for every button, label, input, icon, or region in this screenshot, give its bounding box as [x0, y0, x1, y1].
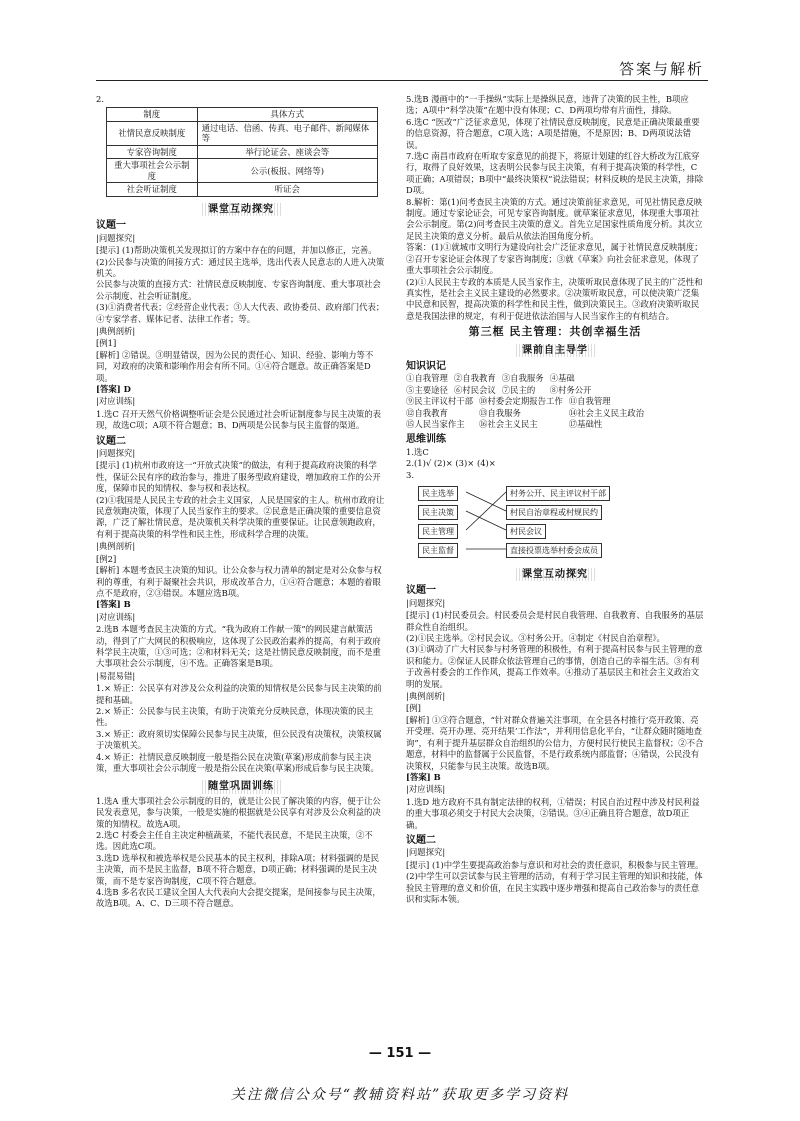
section-banner — [406, 344, 704, 357]
paragraph: [解析] ①③符合题意，“针对群众普遍关注事项，在全县各村推行‘亮开政策、亮开受理、亮开办理、亮开结果’工作法”，并利用信息化平台，“让群众随时随地查询”，有利于提升基层群众自治组织的公信力，方便村民行使民主监督权；②不合题意，材料中的监督属于公民监督，不是行政系统内部监督；④错误，公民没有决策权，只能参与民主决策。故选B项。 — [406, 714, 704, 771]
diagram-right-item: 村务公开、民主评议村干部 — [506, 486, 610, 501]
diagram-left-item: 民主决策 — [418, 505, 458, 520]
paragraph: 6.选C “医改”广泛征求意见，体现了社情民意反映制度，民意是正确决策最重要的信息资源，符合题意，C项入选；A项是措施，不是原因；B、D两项说法错误。 — [406, 116, 700, 150]
page-number: — 151 — — [368, 1046, 432, 1061]
paragraph: (2)中学生可以尝试参与民主管理的活动，有利于学习民主管理的知识和技能，体验民主管理的意义和价值，在民主实践中逐步增强和提高自己政治参与的责任意识和实际本领。 — [406, 871, 703, 904]
table-header: 具体方式 — [197, 108, 377, 122]
section-banner-text: 随堂巩固训练 — [200, 780, 282, 793]
knowledge-item: ⑪自我管理 — [568, 396, 611, 407]
section-banner — [96, 780, 386, 793]
paragraph: 1.选A 重大事项社会公示制度的目的，就是让公民了解决策的内容，便于让公民发表意见，参与决策，一般是实施的根据就是公民享有对涉及公众利益的决策的知情权。故选A项。 — [96, 795, 381, 829]
table-cell: 通过电话、信函、传真、电子邮件、新闻媒体等 — [197, 121, 377, 145]
table-cell: 社情民意反映制度 — [107, 121, 198, 145]
diagram-right-item: 村民自治章程或村规民约 — [506, 505, 602, 520]
paragraph: 2.× 矫正：公民参与民主决策，有助于决策充分反映民意，体现决策的民主性。 — [96, 705, 374, 728]
sub-heading: |问题探究| — [96, 448, 136, 459]
sub-heading: |典例剖析| — [96, 325, 136, 336]
table-cell: 社会听证制度 — [107, 183, 198, 197]
match-line — [466, 511, 506, 530]
sub-heading: |问题探究| — [406, 847, 446, 858]
table-cell: 重大事项社会公示制度 — [107, 159, 198, 183]
knowledge-item: ①自我管理 — [406, 373, 448, 384]
topic-heading: 议题二 — [96, 435, 126, 447]
knowledge-grid — [406, 373, 704, 396]
footer-note: 关注微信公众号“教辅资料站”获取更多学习资料 — [230, 1087, 570, 1103]
knowledge-item: ⑫自我教育 — [406, 407, 448, 418]
paragraph: [提示] (1)中学生要提高政治参与意识和对社会的责任意识，积极参与民主管理。 — [406, 859, 704, 870]
answer: [答案] B — [96, 599, 131, 610]
matching-diagram — [418, 484, 638, 562]
paragraph: 1.选C 召开天然气价格调整听证会是公民通过社会听证制度参与民主决策的表现，故选C项；A项不符合题意；B、D两项是公民参与民主监督的渠道。 — [96, 408, 382, 431]
paragraph: (3)①消费者代表；②经营企业代表；③人大代表、政协委员、政府部门代表；④专家学者、媒体记者、法律工作者；等。 — [96, 302, 385, 324]
knowledge-item: ⑥村民会议 — [453, 384, 496, 395]
paragraph: (2)①我国是人民民主专政的社会主义国家，人民是国家的主人。杭州市政府让民意领跑决策，体现了人民当家作主的要求。②民意是正确决策的重要信息资源，广泛了解社情民意，是决策机关科学决策的重要保证。让民意领跑政府，有利于提高决策的科学性和民主性，形成科学合理的决策。 — [96, 494, 385, 539]
system-table — [106, 107, 378, 197]
topic-heading: 思维训练 — [406, 434, 446, 446]
paragraph: 2.选B 本题考查民主决策的方式。“我为政府工作献一策”的网民建言献策活动，得到了广大网民的积极响应，这体现了公民政治素养的提高，有利于政府科学民主决策，①③可选；②和材料无关；这是社情民意反映制度，而不是重大事项社会公示制度，④不选。正确答案是B项。 — [96, 624, 381, 669]
knowledge-item: ⑯社会主义民主 — [479, 418, 538, 429]
left-column — [96, 94, 386, 910]
sub-heading: |对应训练| — [96, 611, 136, 622]
knowledge-item: ⑤主要途径 — [406, 384, 448, 395]
topic-heading: 知识识记 — [406, 360, 446, 372]
sub-heading: |对应训练| — [96, 396, 136, 407]
sub-heading: |典例剖析| — [406, 691, 446, 702]
paragraph: 7.选C 南昌市政府在听取专家意见的前提下，将原计划建的红谷大桥改为江底穿行，取得了良好效果，这表明公民参与民主决策，有利于提高决策的科学性，C项正确；A项错误；B项中“最终决策权”说法错误；材料反映的是民主决策，排除D项。 — [406, 151, 704, 196]
knowledge-grid — [406, 396, 704, 430]
paragraph: 8.解析：第(1)问考查民主决策的方式。通过决策前征求意见，可见社情民意反映制度。通过专家论证会，可见专家咨询制度。就草案征求意见，体现重大事项社会公示制度。第(2)问考查民主决策的意义。首先立足国家性质角度分析。其次立足民主决策的意义分析。最后从依法治国角度分析。 — [406, 196, 703, 241]
paragraph: (3)①调动了广大村民参与村务管理的积极性，有利于提高村民参与民主管理的意识和能力。②保证人民群众依法管理自己的事情，创造自己的幸福生活。③有利于改善村委会的工作作风，提高工作效率。④推动了基层民主和社会主义政治文明的发展。 — [406, 644, 703, 689]
knowledge-item: ⑧村务公开 — [549, 384, 592, 395]
sub-heading: |易混易错| — [96, 670, 136, 681]
diagram-left-item: 民主选举 — [418, 486, 458, 501]
topic-heading: 议题二 — [406, 834, 436, 846]
knowledge-item: ⑰基础性 — [568, 418, 603, 429]
paragraph: 4.× 矫正：社情民意反映制度一般是指公民在决策(草案)形成前参与民主决策，重大事项社会公示制度一般是指公民在决策(草案)形成后参与民主决策。 — [96, 751, 379, 773]
table-cell: 听证会 — [197, 183, 377, 197]
knowledge-item: ⑮人民当家作主 — [406, 418, 465, 429]
paragraph: (2)①人民民主专政的本质是人民当家作主，决策听取民意体现了民主的广泛性和真实性，是社会主义民主建设的必然要求。②决策听取民意，可以使决策广泛集中民意和民智，提高决策的科学性和民主性，做到决策民主。③政府决策听取民意是我国法律的规定，有利于促进依法治国与人民当家作主的有机结合。 — [406, 276, 703, 321]
section-banner-text: 课前自主导学 — [514, 344, 596, 357]
knowledge-item: ⑬自我服务 — [479, 407, 521, 418]
section-banner — [96, 203, 386, 216]
diagram-left-item: 民主监督 — [418, 543, 458, 558]
knowledge-item: ②自我教育 — [453, 373, 496, 384]
example-label: [例1] — [96, 338, 117, 349]
part-title: 第三框 民主管理：共创幸福生活 — [468, 325, 642, 339]
topic-heading: 议题一 — [96, 220, 126, 232]
paragraph: [解析] 本题考查民主决策的知识。让公众参与权力清单的制定是对公众参与权利的尊重，有利于凝聚社会共识，形成改革合力，①④符合题意；本题的着眼点不是政府，②③错误。本题应选B项。 — [96, 565, 382, 598]
paragraph: 4.选B 多名农民工建议全国人大代表向大会提交提案，是间接参与民主决策，故选B项。A、C、D三项不符合题意。 — [96, 887, 381, 909]
knowledge-item: ⑨民主评议村干部 — [406, 396, 473, 407]
match-line — [466, 492, 506, 530]
paragraph: 2.(1)√ (2)× (3)× (4)× — [406, 458, 496, 469]
header-rule — [96, 80, 708, 81]
right-column — [406, 94, 704, 905]
paragraph: [提示] (1)帮助决策机关发现拟订的方案中存在的问题，并加以修正，完善。 — [96, 245, 377, 256]
paragraph: [解析] ②错误。③明显错误，因为公民的责任心、知识、经验、影响力等不同，对政府的决策和影响作用会有所不同。①④符合题意。故正确答案是D项。 — [96, 349, 374, 383]
answer: [答案] B — [406, 771, 441, 782]
section-banner-text: 课堂互动探究 — [200, 203, 282, 216]
q2-label: 2. — [96, 94, 104, 104]
paragraph: (2)①民主选举。②村民会议。③村务公开。④制定《村民自治章程》。 — [406, 633, 665, 644]
answer: [答案] D — [96, 384, 131, 394]
paragraph: 公民参与决策的直接方式：社情民意反映制度、专家咨询制度、重大事项社会公示制度、社会听证制度。 — [96, 279, 381, 301]
paragraph: 3.选D 选举权和被选举权是公民基本的民主权利，排除A项；材料强调的是民主决策，而不是民主监督，B项不符合题意，D项正确；材料强调的是民主决策，而不是专家咨询制度，C项不符合题意。 — [96, 852, 380, 886]
topic-heading: 议题一 — [406, 585, 436, 597]
table-cell: 专家咨询制度 — [107, 145, 198, 159]
diagram-left-item: 民主管理 — [418, 524, 458, 539]
table-header: 制度 — [107, 108, 198, 122]
table-cell: 公示(板报、网络等) — [197, 159, 377, 183]
section-banner-text: 课堂互动探究 — [514, 568, 596, 581]
match-line — [466, 492, 506, 511]
paragraph: 1.选C — [406, 446, 429, 457]
paragraph: [提示] (1)杭州市政府这一“开放式决策”的做法，有利于提高政府决策的科学性，保证公民有序的政治参与，推进了服务型政府建设，增加政府工作的公开度，保障市民的知情权、参与权和表达权。 — [96, 460, 381, 494]
table-cell: 举行论证会、座谈会等 — [197, 145, 377, 159]
knowledge-item: ⑦民主的 — [501, 384, 536, 395]
paragraph: 答案：(1)①就城市文明行为建设向社会广泛征求意见，属于社情民意反映制度；②召开专家论证会体现了专家咨询制度；③就《草案》向社会征求意见，体现了重大事项社会公示制度。 — [406, 242, 703, 276]
knowledge-item: ⑩村委会定期报告工作 — [479, 396, 563, 407]
paragraph: [提示] (1)村民委员会。村民委员会是村民自我管理、自我教育、自我服务的基层群众性自治组织。 — [406, 610, 704, 632]
paragraph: 2.选C 村委会主任自主决定种植蔬菜，不能代表民意，不是民主决策，②不选。因此选C项。 — [96, 830, 373, 852]
section-banner — [406, 568, 704, 581]
paragraph: 3. — [406, 469, 414, 480]
header-title: 答案与解析 — [618, 60, 704, 78]
knowledge-item: ④基础 — [549, 373, 575, 384]
sub-heading: |对应训练| — [406, 784, 446, 795]
knowledge-item: ⑭社会主义民主政治 — [568, 407, 645, 418]
example-label: [例] — [406, 703, 421, 714]
diagram-right-item: 直接投票选举村委会成员 — [506, 543, 602, 558]
knowledge-item: ③自我服务 — [501, 373, 544, 384]
paragraph: 1.× 矫正：公民享有对涉及公众利益的决策的知情权是公民参与民主决策的前提和基础。 — [96, 683, 382, 705]
sub-heading: |典例剖析| — [96, 541, 136, 552]
diagram-right-item: 村民会议 — [506, 524, 546, 539]
paragraph: 3.× 矫正：政府须切实保障公民参与民主决策，但公民没有决策权，决策权属于决策机关。 — [96, 728, 382, 751]
paragraph: 5.选B 漫画中的“一手操纵”实际上是操纵民意，违背了决策的民主性，B项应选；A项中“科学决策”在题中没有体现；C、D两项均带有片面性，排除。 — [406, 94, 689, 116]
example-label: [例2] — [96, 553, 117, 564]
sub-heading: |问题探究| — [406, 597, 446, 608]
sub-heading: |问题探究| — [96, 232, 136, 243]
paragraph: (2)公民参与决策的间接方式：通过民主选举，选出代表人民意志的人进入决策机关。 — [96, 256, 385, 278]
paragraph: 1.选D 地方政府不具有制定法律的权利，①错误；村民自治过程中涉及村民利益的重大事项必须交于村民大会决策，②错误。③④正确且符合题意，故D项正确。 — [406, 796, 700, 830]
